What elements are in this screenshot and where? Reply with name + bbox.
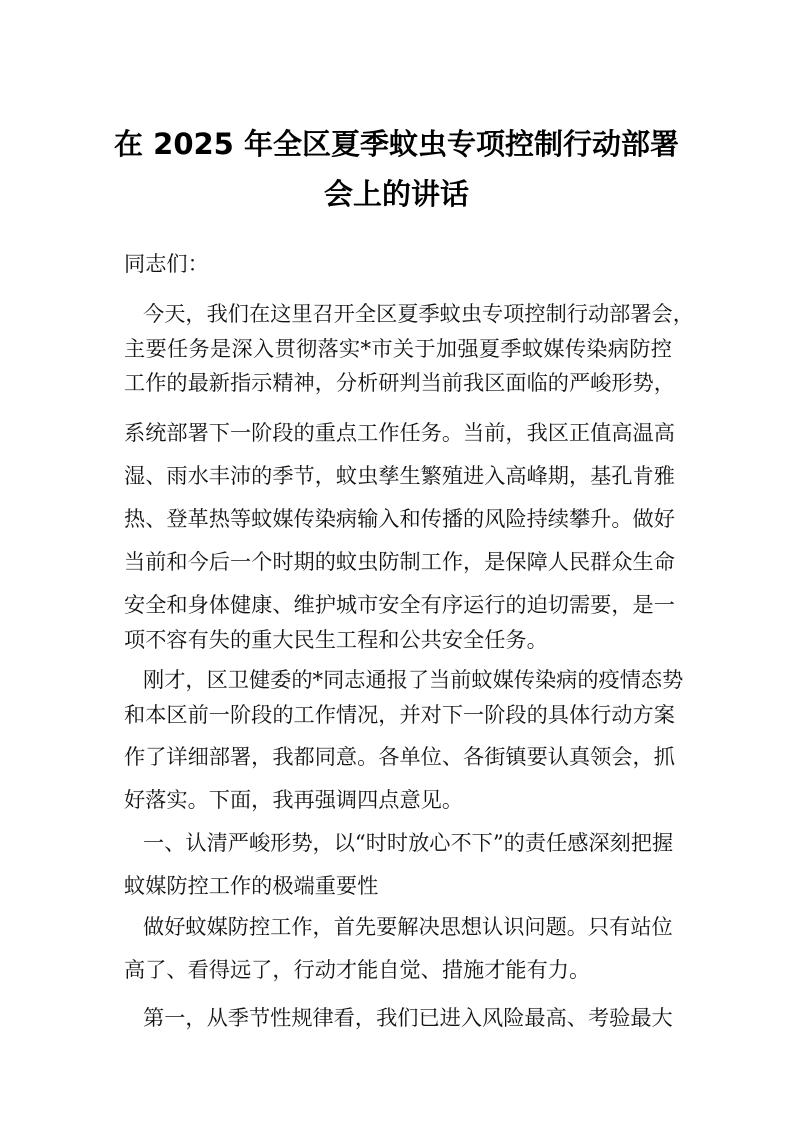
body-line: 当前和今后一个时期的蚊虫防制工作，是保障人民群众生命	[124, 549, 675, 574]
section-heading-line: 蚊媒防控工作的极端重要性	[124, 873, 379, 898]
body-line: 作了详细部署，我都同意。各单位、各街镇要认真领会，抓	[124, 744, 675, 769]
body-line: 第一，从季节性规律看，我们已进入风险最高、考验最大	[143, 1005, 673, 1030]
document-title-line-1: 在 2025 年全区夏季蚊虫专项控制行动部署	[114, 127, 679, 161]
body-line: 系统部署下一阶段的重点工作任务。当前，我区正值高温高	[124, 420, 675, 445]
section-heading-line: 一、认清严峻形势，以“时时放心不下”的责任感深刻把握	[143, 830, 674, 855]
salutation: 同志们：	[124, 251, 209, 276]
body-line: 好落实。下面，我再强调四点意见。	[124, 787, 464, 812]
body-line: 安全和身体健康、维护城市安全有序运行的迫切需要，是一	[124, 592, 675, 617]
body-line: 和本区前一阶段的工作情况，并对下一阶段的具体行动方案	[124, 702, 675, 727]
body-line: 工作的最新指示精神，分析研判当前我区面临的严峻形势，	[124, 370, 675, 395]
body-line: 热、登革热等蚊媒传染病输入和传播的风险持续攀升。做好	[124, 506, 675, 531]
body-line: 做好蚊媒防控工作，首先要解决思想认识问题。只有站位	[143, 914, 673, 939]
body-line: 刚才，区卫健委的*同志通报了当前蚊媒传染病的疫情态势	[143, 667, 684, 692]
body-line: 项不容有失的重大民生工程和公共安全任务。	[124, 627, 548, 652]
body-line: 今天，我们在这里召开全区夏季蚊虫专项控制行动部署会，	[143, 301, 694, 326]
body-line: 湿、雨水丰沛的季节，蚊虫孳生繁殖进入高峰期，基孔肯雅	[124, 463, 675, 488]
body-line: 主要任务是深入贯彻落实*市关于加强夏季蚊媒传染病防控	[124, 336, 672, 361]
body-line: 高了、看得远了，行动才能自觉、措施才能有力。	[124, 957, 591, 982]
document-title-line-2: 会上的讲话	[323, 177, 469, 211]
